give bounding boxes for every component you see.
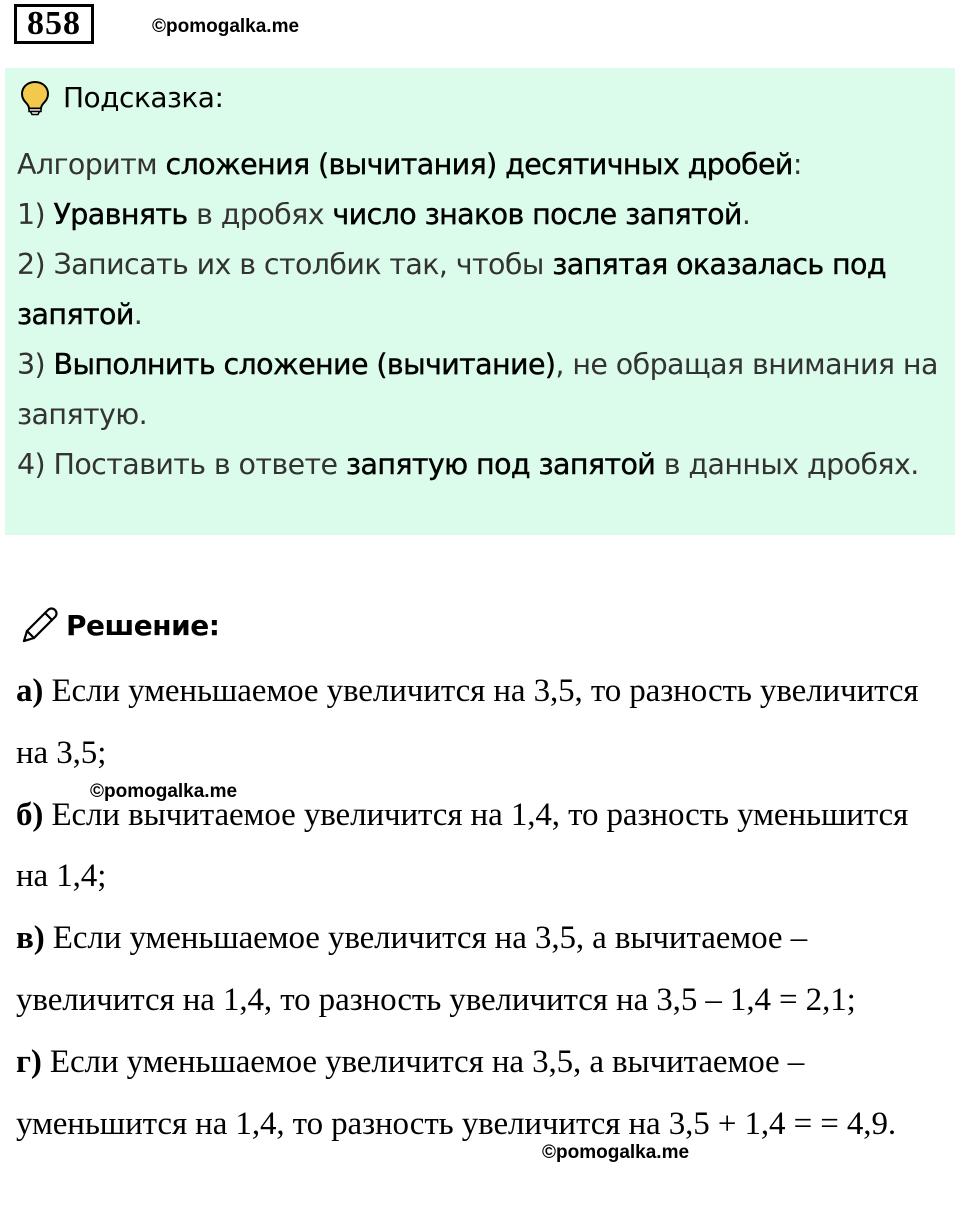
task-number: 858	[14, 4, 94, 44]
hint-highlight: запятая оказалась под запятой	[17, 248, 887, 331]
step-number: 2)	[17, 248, 54, 281]
hint-highlight: число знаков после запятой	[332, 198, 742, 231]
hint-text: Алгоритм	[17, 148, 166, 181]
hint-box	[5, 68, 955, 535]
hint-highlight: Уравнять	[53, 198, 188, 231]
hint-text: .	[133, 298, 143, 331]
hint-step-2	[17, 240, 942, 340]
item-text: Если уменьшаемое увеличится на 3,5, а вычитаемое – увеличится на 1,4, то разность увеличится на 3,5 – 1,4 = 2,1;	[16, 920, 856, 1018]
hint-step-1	[17, 190, 942, 240]
hint-header	[19, 80, 223, 116]
item-text: Если уменьшаемое увеличится на 3,5, а вычитаемое – уменьшится на 1,4, то разность увеличится на 3,5 + 1,4 = = 4,9.	[16, 1043, 897, 1142]
step-number: 4)	[17, 448, 54, 481]
solution-item-v	[16, 908, 946, 1032]
solution-item-g	[16, 1032, 946, 1156]
solution-title: Решение:	[66, 609, 220, 642]
solution-body	[16, 661, 946, 1155]
hint-text: в данных дробях.	[655, 448, 919, 481]
hint-title: Подсказка:	[63, 81, 224, 114]
solution-header	[18, 604, 219, 648]
hint-highlight: запятую под запятой	[345, 448, 656, 481]
item-label: г)	[16, 1043, 42, 1080]
pencil-icon	[18, 605, 60, 647]
solution-item-b	[16, 785, 946, 909]
step-number: 3)	[17, 348, 54, 381]
item-text: Если вычитаемое увеличится на 1,4, то разность уменьшится на 1,4;	[16, 796, 909, 895]
watermark: ©pomogalka.me	[152, 16, 300, 37]
hint-text: Записать их в столбик так, чтобы	[53, 248, 553, 281]
hint-body	[17, 140, 942, 490]
hint-highlight: Выполнить сложение (вычитание)	[53, 348, 556, 381]
hint-text: , не обращая внимания на запятую.	[17, 348, 938, 431]
hint-intro	[17, 140, 942, 190]
hint-highlight: сложения (вычитания) десятичных дробей	[165, 148, 793, 181]
hint-text: в дробях	[187, 198, 333, 231]
watermark: ©pomogalka.me	[542, 1142, 690, 1163]
hint-text: :	[792, 148, 802, 181]
hint-step-4	[17, 440, 942, 490]
item-label: в)	[16, 920, 45, 957]
hint-text: Поставить в ответе	[53, 448, 346, 481]
solution-item-a	[16, 661, 946, 785]
item-text: Если уменьшаемое увеличится на 3,5, то разность увеличится на 3,5;	[16, 673, 919, 771]
step-number: 1)	[17, 198, 54, 231]
item-label: б)	[16, 796, 44, 833]
hint-text: .	[741, 198, 751, 231]
hint-step-3	[17, 340, 942, 440]
item-label: а)	[16, 673, 44, 709]
watermark: ©pomogalka.me	[90, 781, 238, 802]
lightbulb-icon	[19, 80, 51, 116]
